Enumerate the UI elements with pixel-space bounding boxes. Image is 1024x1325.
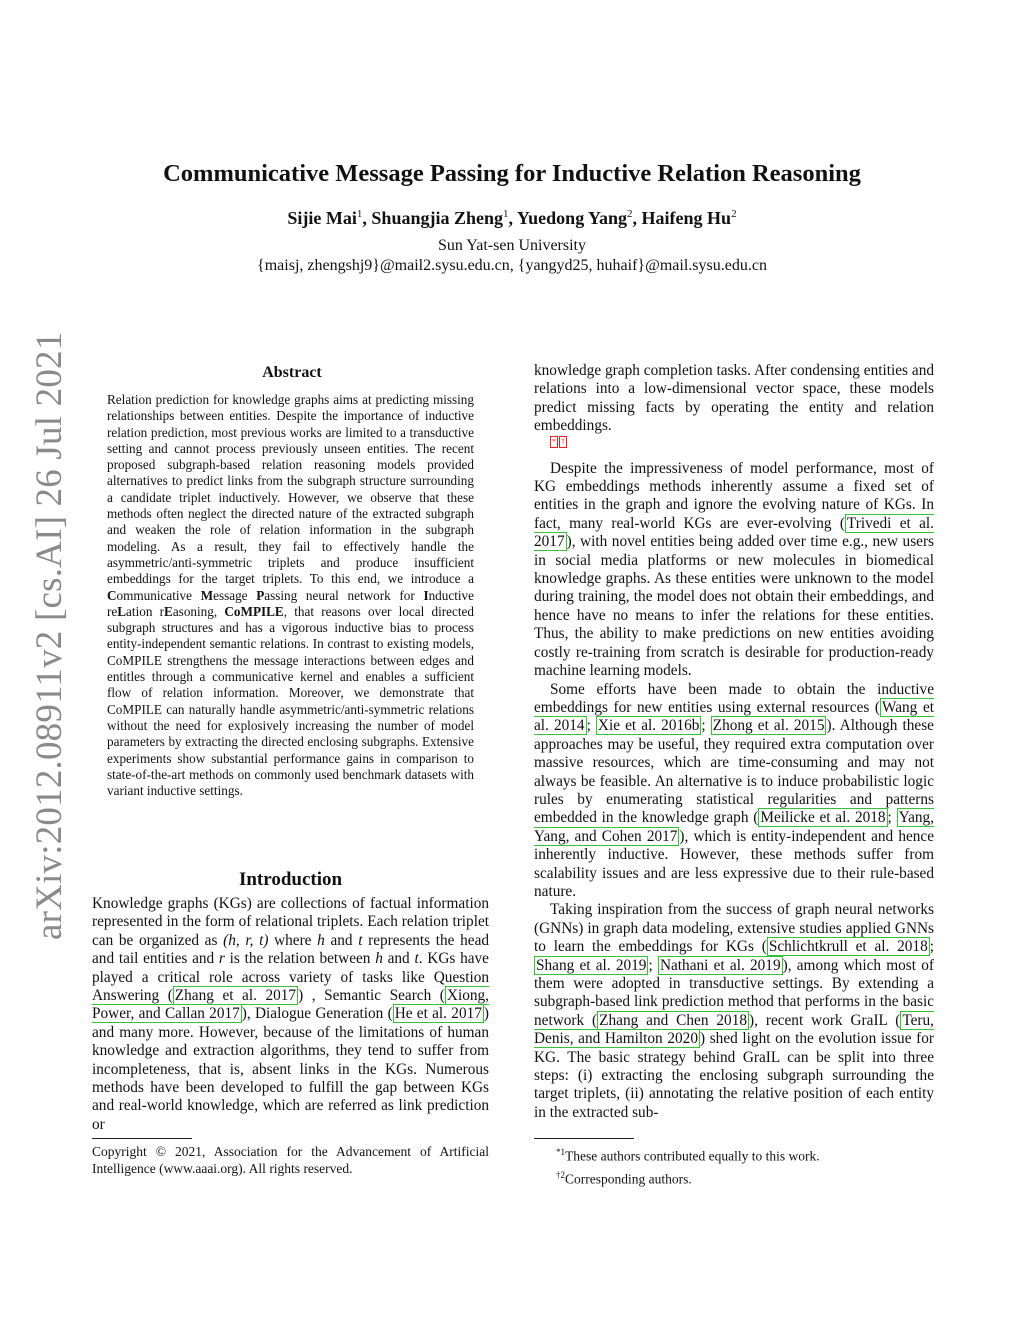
introduction-heading: Introduction	[238, 869, 343, 890]
math-triplet: (h, r, t)	[223, 931, 269, 949]
footnote-text: These authors contributed equally to this work.	[565, 1148, 820, 1164]
arxiv-watermark: arXiv:2012.08911v2 [cs.AI] 26 Jul 2021	[29, 331, 70, 940]
footnote-mark: †2	[556, 1169, 565, 1180]
footnotes	[556, 1143, 936, 1188]
abstract-body	[107, 392, 474, 799]
math-h: h	[317, 931, 325, 949]
name-part: asoning,	[172, 603, 225, 619]
citation-link[interactable]: Trivedi et al. 2017	[534, 514, 934, 551]
right-column	[534, 362, 934, 1122]
footnote-link[interactable]: *	[552, 436, 556, 446]
abstract-text: , that reasons over local directed subgraph structures and has a vigorous inductive bias to process entity-independent semantic relations. In contrast to existing models, CoMPILE strengthens the message interactions between edges and entitles through a communicative kernel and enables a sufficient flow of relation information. Moreover, we demonstrate that CoMPILE can naturally handle asymmetric/anti-symmetric relations without the need for explosively increasing the number of model parameters by extracting the directed enclosing subgraphs. Extensive experiments show substantial performance gains in comparison to state-of-the-art methods on commonly used benchmark datasets with variant inductive settings.	[107, 603, 474, 799]
citation-link[interactable]: Xie et al. 2016b	[597, 717, 700, 735]
name-part: mmunicative	[123, 587, 201, 603]
citation-link[interactable]: Schlichtkrull et al. 2018	[768, 938, 928, 956]
footnote-mark: *1	[556, 1147, 565, 1157]
paragraph: Knowledge graphs (KGs) are collections of factual information represented in the form of relational triplets. Each relation triplet can be organized as (h, r, t) where h and t represents the head and tail entities and r is the relation between h and t. KGs have played a critical role across variety of tasks like Question Answering ( Zhang et al. 2017 ) , Semantic Search ( Xiong, Power, and Callan 2017 ), Dialogue Generation ( He et al. 2017 ) and many more. However, because of the limitations of human knowledge and extraction algorithms, they tend to suffer from incompleteness, that is, absent links in the KGs. Numerous methods have been developed to fulfill the gap between KGs and real-world knowledge, which are referred as link prediction or	[92, 895, 490, 1133]
author-emails: {maisj, zhengshj9}@mail2.sysu.edu.cn, {yangyd25, huhaif}@mail.sysu.edu.cn	[257, 257, 767, 274]
name-part: ation r	[126, 603, 165, 619]
name-part: nductive re	[107, 587, 474, 619]
copyright-notice: Copyright © 2021, Association for the Advancement of Artificial Intelligence (www.aaai.org). All rights reserved.	[92, 1144, 489, 1176]
footnote	[556, 1166, 936, 1189]
citation-link[interactable]: Zhang et al. 2017	[174, 987, 297, 1005]
footnote-rule	[534, 1138, 634, 1139]
paragraph: knowledge graph completion tasks. After condensing entities and relations into a low-dimensional vector space, these models predict missing facts by operating the entity and relation embeddings.	[534, 362, 934, 435]
footnote-link[interactable]: †	[561, 436, 565, 446]
footnote-marks	[534, 436, 934, 460]
name-part: o	[116, 587, 124, 603]
author-mark: 2	[731, 208, 737, 220]
citation-link[interactable]: Xiong, Power, and Callan 2017	[92, 987, 489, 1023]
author-name: Yuedong Yang	[516, 208, 628, 228]
author-mark: 2	[627, 208, 633, 220]
name-initial: I	[423, 587, 429, 603]
citation-link[interactable]: Shang et al. 2019	[536, 956, 647, 974]
name-initial: E	[164, 603, 173, 619]
name-initial: P	[256, 587, 265, 603]
citation-link[interactable]: Zhong et al. 2015	[712, 717, 825, 735]
footnote	[556, 1143, 936, 1166]
author-name: Shuangjia Zheng	[371, 208, 503, 228]
math-t: t	[414, 950, 419, 968]
citation-link[interactable]: Yang, Yang, and Cohen 2017	[534, 809, 935, 845]
author-mark: 1	[356, 208, 363, 220]
abstract-heading: Abstract	[262, 364, 322, 381]
paper-title: Communicative Message Passing for Inductive Relation Reasoning	[163, 160, 861, 187]
math-t: t	[358, 931, 363, 949]
math-h: h	[375, 950, 383, 968]
author-name: Haifeng Hu	[641, 208, 732, 228]
model-name: CoMPILE	[224, 603, 284, 619]
citation-link[interactable]: Wang et al. 2014	[534, 698, 934, 735]
paragraph: Taking inspiration from the success of graph neural networks (GNNs) in graph data modeling, extensive studies applied GNNs to learn the embeddings for KGs ( Schlichtkrull et al. 2018 ; Shang et al. 2019 ; Nathani et al. 2019 ), among which most of them were adopted in transductive settings. By extending a subgraph-based link prediction method that performs in the basic network ( Zhang and Chen 2018 ), recent work GraIL ( Teru, Denis, and Hamilton 2020 ) shed light on the evolution issue for KG. The basic strategy behind GraIL can be split into three steps: (i) extracting the enclosing subgraph surrounding the target triplets, (ii) annotating the relative position of each entity in the extracted sub-	[534, 901, 934, 1121]
name-part: essage	[213, 587, 257, 603]
citation-link[interactable]: Meilicke et al. 2018	[760, 809, 886, 827]
math-r: r	[218, 950, 225, 968]
author-mark: 1	[502, 208, 509, 220]
introduction-body	[92, 895, 489, 1134]
footnote-rule	[92, 1138, 192, 1139]
name-part: assing neural network for	[264, 587, 424, 603]
author-name: Sijie Mai	[287, 208, 357, 228]
footnote-text: Corresponding authors.	[565, 1171, 692, 1186]
affiliation: Sun Yat-sen University	[437, 237, 586, 254]
name-initial: L	[117, 603, 127, 619]
paragraph: Despite the impressiveness of model performance, most of KG embeddings methods inherently assume a fixed set of entities in the graph and ignore the evolving nature of KGs. In fact, many real-world KGs are ever-evolving ( Trivedi et al. 2017 ), with novel entities being added over time e.g., new users in social media platforms or new molecules in biomedical knowledge graphs. As these entities were unknown to the model during training, the model does not obtain their embeddings, and hence have no means to infer the relations for these entities. Thus, the ability to make predictions on new entities avoiding costly re-training from scratch is desirable for production-ready machine learning models.	[534, 459, 934, 680]
name-initial: C	[107, 587, 117, 603]
author-list: Sijie Mai$^1$, Shuangjia Zheng$^1$, Yuedong Yang$^2$, Haifeng Hu$^2$	[287, 208, 737, 228]
citation-link[interactable]: He et al. 2017	[394, 1005, 482, 1023]
name-initial: M	[200, 587, 214, 603]
paragraph: Some efforts have been made to obtain the inductive embeddings for new entities using external resources ( Wang et al. 2014 ; Xie et al. 2016b ; Zhong et al. 2015 ). Although these approaches may be useful, they required extra computation over massive resources, which are time-consuming and may not always be feasible. An alternative is to induce probabilistic logic rules by enumerating statistical regularities and patterns embedded in the knowledge graph ( Meilicke et al. 2018 ; Yang, Yang, and Cohen 2017 ), which is entity-independent and hence inherently inductive. However, these methods suffer from scalability issues and are less expressive due to their rule-based nature.	[534, 680, 935, 900]
citation-link[interactable]: Nathani et al. 2019	[659, 956, 781, 974]
abstract-text: Relation prediction for knowledge graphs aims at predicting missing relationships between entities. Despite the importance of inductive relation prediction, most previous works are limited to a transductive setting and cannot process previously unseen entities. The recent proposed subgraph-based relation reasoning models provided alternatives to predict links from the subgraph structure surrounding a candidate triplet inductively. However, we observe that these methods often neglect the directed nature of the extracted subgraph and weaken the role of relation information in the subgraph modeling. As a result, they fail to effectively handle the asymmetric/anti-symmetric triplets and produce insufficient embeddings for the target triplets. To this end, we introduce a	[107, 392, 474, 587]
citation-link[interactable]: Zhang and Chen 2018	[599, 1011, 747, 1029]
citation-link[interactable]: Teru, Denis, and Hamilton 2020	[534, 1011, 934, 1048]
